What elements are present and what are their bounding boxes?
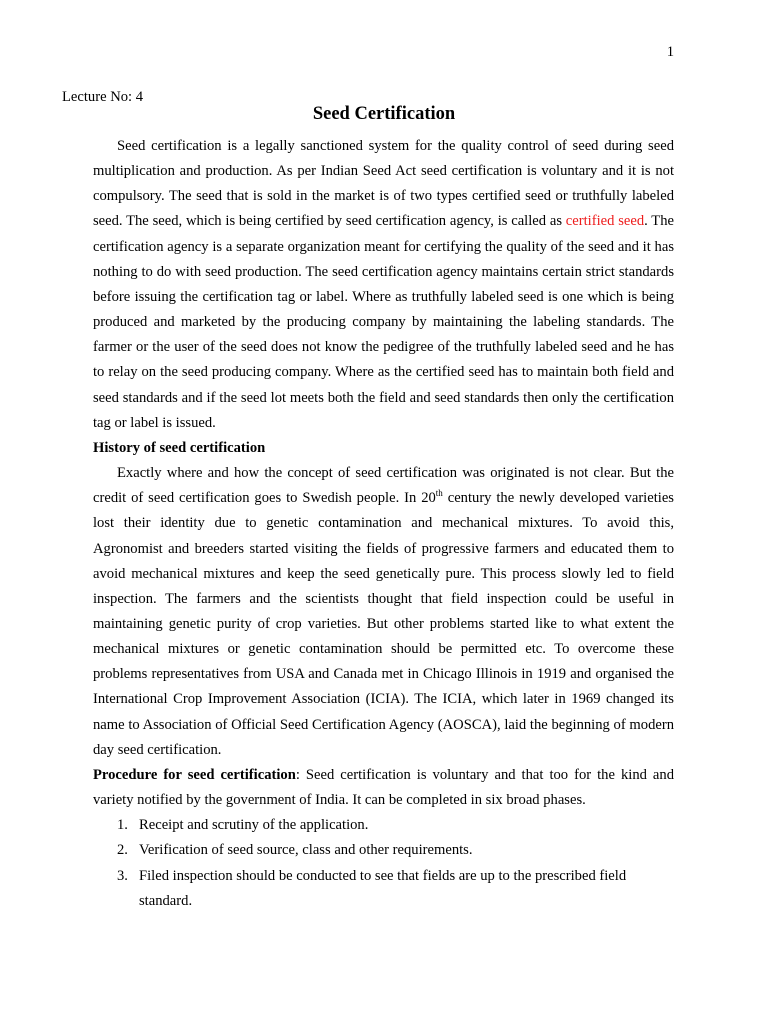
procedure-heading: Procedure for seed certification <box>93 766 296 783</box>
page-number: 1 <box>666 44 674 60</box>
lecture-number: Lecture No: 4 <box>62 89 144 105</box>
history-text-part2: century the newly developed varieties lost their identity due to genetic contamination and mechanical mixtures. To avoid this, Agronomist and breeders started visiting the fields of progressive farmers and educated them to avoid mechanical mixtures and keep the seed genetically pure. This process slowly led to field inspection. The farmers and the scientists thought that field inspection could be useful in maintaining genetic purity of crop varieties. But other problems started like to what extent the mechanical mixtures or genetic contamination should be permitted etc. To overcome these problems representatives from USA and Canada met in Chicago Illinois in 1919 and organised the International Crop Improvement Association (ICIA). The ICIA, which later in 1969 changed its name to Association of Official Seed Certification Agency (AOSCA), laid the beginning of modern day seed certification. <box>93 490 674 758</box>
step-number: 3. <box>117 867 128 884</box>
step-text: Filed inspection should be conducted to see that fields are up to the prescribed field standard. <box>139 867 627 909</box>
intro-text-part1: Seed certification is a legally sanctioned system for the quality control of seed during seed multiplication and production. As per Indian Seed Act seed certification is voluntary and it is not compulsory. The seed that is sold in the market is of two types certified seed or truthfully labeled seed. The seed, which is being certified by seed certification agency, is called as <box>93 138 674 230</box>
step-text: Receipt and scrutiny of the application. <box>139 817 369 834</box>
step-number: 2. <box>117 842 128 859</box>
list-item <box>93 813 674 838</box>
intro-text-part2: . The certification agency is a separate organization meant for certifying the quality of the seed and it has nothing to do with seed production. The seed certification agency maintains certain strict standards before issuing the certification tag or label. Where as truthfully labeled seed is one which is being produced and marketed by the producing company by maintaining the labeling standards. The farmer or the user of the seed does not know the pedigree of the truthfully labeled seed and he has to relay on the seed producing company. Where as the certified seed has to maintain both field and seed standards and if the seed lot meets both the field and seed standards then only the certification tag or label is issued. <box>93 213 674 431</box>
procedure-steps-list <box>93 813 674 914</box>
procedure-paragraph <box>93 763 674 813</box>
document-body <box>93 134 674 914</box>
history-paragraph <box>93 461 674 763</box>
century-superscript: th <box>435 488 443 499</box>
procedure-text: : Seed certification is voluntary and that too for the kind and variety notified by the government of India. It can be completed in six broad phases. <box>93 766 674 809</box>
step-text: Verification of seed source, class and other requirements. <box>139 842 473 859</box>
document-title: Seed Certification <box>312 104 456 124</box>
history-heading: History of seed certification <box>93 439 266 456</box>
list-item <box>93 864 674 914</box>
history-text-part1: Exactly where and how the concept of seed certification was originated is not clear. But the credit of seed certification goes to Swedish people. In 20 <box>93 465 674 507</box>
certified-seed-highlight: certified seed <box>565 213 645 230</box>
step-number: 1. <box>117 817 128 834</box>
list-item <box>93 838 674 863</box>
intro-paragraph <box>93 134 674 436</box>
